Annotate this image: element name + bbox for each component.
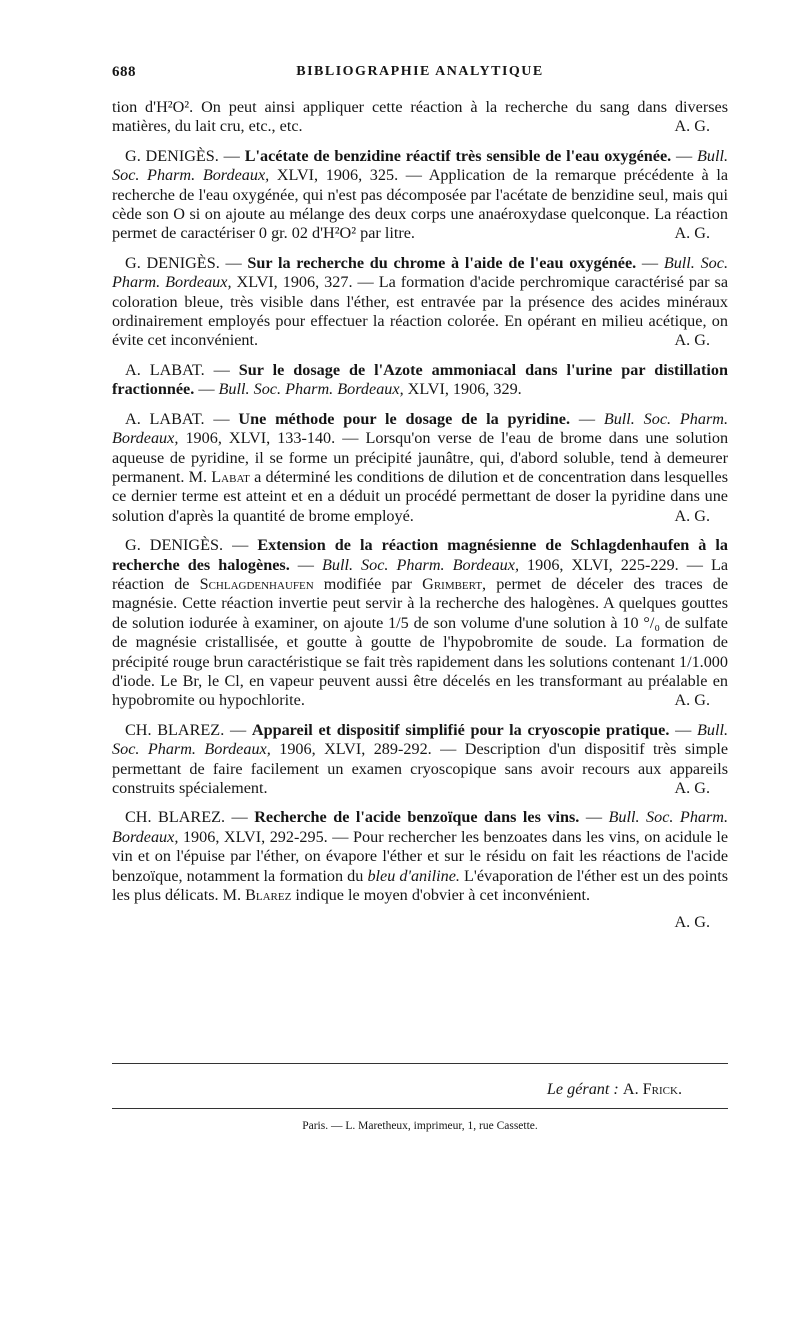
entry-author: CH. BLAREZ. — [125, 808, 226, 827]
entry-continuation — [112, 98, 728, 137]
dash: — — [578, 409, 596, 428]
italic-term: bleu d'aniline. — [367, 866, 460, 885]
entry-text: a déterminé les conditions de dilution et de concentration dans lesquelles ce dernier terme est atteint et en a déduit un procédé permettant de doser la pyridine dans une solution d'après la quantité de brome employé. — [112, 467, 729, 525]
entry-title: Extension de la réaction magnésienne de Schlagdenhaufen à la recherche des halogènes. — [112, 536, 729, 574]
dash: — — [641, 253, 659, 272]
entry-text: tion d'H²O². On peut ainsi appliquer cette réaction à la recherche du sang dans diverses matières, du lait cru, etc., etc. — [112, 98, 728, 136]
dash: — — [213, 360, 230, 379]
entry-author: G. DENIGÈS. — [125, 146, 219, 165]
entry-author: G. DENIGÈS. — [125, 253, 220, 272]
dash: — — [405, 166, 422, 185]
entry-deniges-chrome — [112, 254, 728, 351]
entry-author: G. DENIGÈS. — [125, 536, 224, 555]
entry-labat-pyridine — [112, 410, 728, 526]
entry-author: A. LABAT. — [125, 409, 205, 428]
entry-text: La réaction de — [112, 555, 729, 593]
person-name: Blarez — [245, 886, 292, 905]
gerant-label: Le gérant : — [546, 1080, 619, 1098]
dash: — — [676, 146, 693, 165]
printer-imprint: Paris. — L. Maretheux, imprimeur, 1, rue Cassette. — [302, 1120, 538, 1132]
gerant-line — [547, 1080, 682, 1099]
entry-reference: 1906, XLVI, 289-292. — [279, 740, 432, 759]
person-name: Schlagdenhaufen — [199, 574, 314, 593]
entry-title: L'acétate de benzidine réactif très sensible de l'eau oxygénée. — [244, 146, 672, 165]
entry-blarez-cryoscopie — [112, 721, 728, 799]
page-header — [112, 64, 728, 86]
entry-title: Sur le dosage de l'Azote ammoniacal dans l'urine par distillation fractionnée. — [112, 360, 728, 399]
dash: — — [198, 380, 215, 399]
dash: — — [357, 273, 374, 292]
entry-blarez-benzoique — [112, 808, 728, 905]
article-body — [112, 98, 728, 933]
dash: — — [332, 827, 349, 846]
entry-journal: Bull. Soc. Pharm. Bordeaux, — [112, 409, 729, 448]
dash: — — [297, 555, 314, 574]
dash: — — [231, 808, 248, 827]
dash: — — [232, 536, 249, 555]
dash: — — [686, 555, 703, 574]
entry-author: CH. BLAREZ. — [125, 720, 225, 739]
entry-title: Recherche de l'acide benzoïque dans les vins. — [254, 808, 580, 827]
entry-journal: Bull. Soc. Pharm. Bordeaux, — [112, 808, 729, 846]
entry-signature: A. G. — [674, 913, 710, 932]
entry-journal: Bull. Soc. Pharm. Bordeaux, — [112, 146, 729, 185]
entry-title: Une méthode pour le dosage de la pyridine. — [238, 409, 571, 428]
entry-text: Lorsqu'on verse de l'eau de brome dans une solution aqueuse de pyridine, il se forme un précipité jaunâtre, qui, d'abord soluble, tend à demeurer permanent. M. — [112, 429, 729, 486]
dash: — — [229, 720, 247, 739]
entry-deniges-halogenes — [112, 536, 728, 711]
entry-reference: XLVI, 1906, 325. — [276, 166, 399, 185]
entry-text: Description d'un dispositif très simple permettant de faire facilement un examen cryoscopique sans avoir recours aux appareils construits spécialement. — [112, 740, 729, 797]
dash: — — [585, 808, 602, 827]
dash: — — [225, 253, 242, 272]
entry-reference: XLVI, 1906, 327. — [236, 273, 353, 292]
separator-line — [112, 1108, 728, 1109]
entry-text: Application de la remarque précédente à la recherche de l'eau oxygénée, qui n'est pas décomposée par l'acétate de benzidine seul, mais qui cède son O si on ajoute au mélange des deux corps une anaéroxydase quelconque. La réaction permet de caractériser 0 gr. 02 d'H²O² par litre. — [112, 166, 729, 243]
entry-title: Sur la recherche du chrome à l'aide de l'eau oxygénée. — [247, 253, 637, 272]
entry-text: indique le moyen d'obvier à cet inconvénient. — [295, 886, 591, 905]
entry-text: Pour rechercher les benzoates dans les vins, on acidule le vin et on l'épuise par l'éther, on évapore l'éther et sur le résidu on fait les réactions de l'acide benzoïque, notamment la formation du — [112, 827, 729, 885]
entry-signature: A. G. — [674, 691, 710, 710]
entry-text: L'évaporation de l'éther est un des points les plus délicats. M. — [112, 866, 729, 905]
running-title: BIBLIOGRAPHIE ANALYTIQUE — [296, 64, 544, 79]
entry-labat-azote — [112, 361, 728, 400]
dash: — — [675, 720, 692, 739]
entry-signature: A. G. — [674, 779, 710, 797]
entry-deniges-benzidine — [112, 147, 728, 244]
entry-journal: Bull. Soc. Pharm. Bordeaux, — [322, 555, 519, 574]
entry-reference: 1906, XLVI, 292-295. — [182, 827, 328, 846]
page-number: 688 — [112, 64, 136, 80]
entry-title: Appareil et dispositif simplifié pour la cryoscopie pratique. — [251, 720, 670, 739]
entry-text: permet de déceler des traces de magnésie. Cette réaction invertie peut servir à la recherche des halogènes. A quelques gouttes de solution iodurée à examiner, on ajoute 1/5 de son volume d'une solution à 10 °/₀ de sulfate de magnésie cristallisée, et goutte à goutte de l'hypobromite de soude. La formation de précipité rouge brun caractéristique se fait très rapidement dans les solutions contenant 1/1.000 d'iode. Le Br, le Cl, en vapeur peuvent aussi être décelés en les transformant au préalable en hypobromite ou hypochlorite. — [112, 574, 729, 710]
entry-reference: 1906, XLVI, 225-229. — [527, 555, 679, 574]
entry-signature: A. G. — [674, 224, 710, 243]
entry-signature: A. G. — [674, 331, 710, 350]
entry-journal: Bull. Soc. Pharm. Bordeaux, — [112, 253, 728, 292]
entry-text: modifiée par — [323, 574, 413, 593]
person-name: Grimbert, — [422, 574, 487, 593]
person-name: Labat — [211, 467, 250, 486]
entry-text: La formation d'acide perchromique caractérisé par sa coloration bleue, très visible dans l'éther, est entravée par la présence des acides minéraux ordinairement employés pour effectuer la réaction colorée. En opérant en milieu acétique, on évite cet inconvénient. — [112, 273, 729, 350]
dash: — — [342, 429, 359, 448]
entry-journal: Bull. Soc. Pharm. Bordeaux, — [218, 380, 404, 399]
dash: — — [223, 146, 240, 165]
entry-reference: XLVI, 1906, 329. — [407, 380, 522, 399]
entry-author: A. LABAT. — [125, 360, 205, 379]
entry-signature: A. G. — [674, 506, 710, 525]
separator-line — [112, 1063, 728, 1064]
entry-reference: 1906, XLVI, 133-140. — [185, 429, 336, 448]
entry-journal: Bull. Soc. Pharm. Bordeaux, — [112, 720, 729, 759]
entry-signature: A. G. — [674, 117, 710, 136]
dash: — — [440, 740, 457, 759]
gerant-name: A. Frick. — [622, 1080, 682, 1098]
dash: — — [213, 409, 230, 428]
page — [112, 0, 728, 1327]
